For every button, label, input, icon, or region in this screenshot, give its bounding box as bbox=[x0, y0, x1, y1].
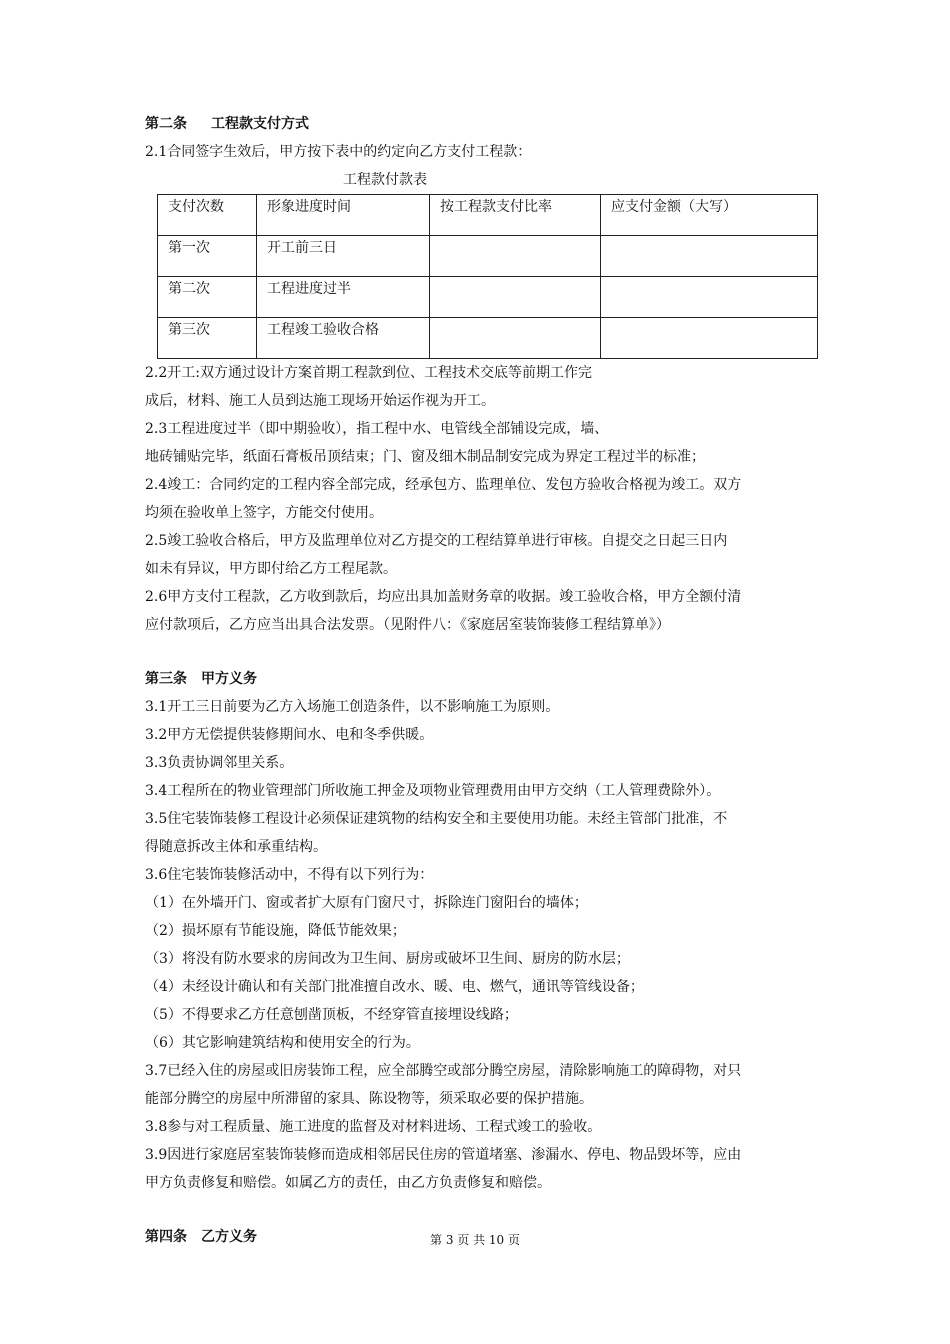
section2-title: 工程款支付方式 bbox=[211, 116, 309, 132]
clause-line: 甲方负责修复和赔偿。如属乙方的责任，由乙方负责修复和赔偿。 bbox=[145, 1175, 551, 1191]
clause-line: 3.5住宅装饰装修工程设计必须保证建筑物的结构安全和主要使用功能。未经主管部门批准，不 bbox=[145, 811, 728, 827]
table-cell: 开工前三日 bbox=[257, 236, 430, 277]
clause-line: 2.5竣工验收合格后，甲方及监理单位对乙方提交的工程结算单进行审核。自提交之日起三日内 bbox=[145, 533, 728, 549]
table-header-cell: 形象进度时间 bbox=[257, 195, 430, 236]
clause-line: 2.2开工:双方通过设计方案首期工程款到位、工程技术交底等前期工作完 bbox=[145, 365, 592, 381]
spacer bbox=[145, 1197, 815, 1223]
clause-line: 应付款项后，乙方应当出具合法发票。（见附件八：《家庭居室装饰装修工程结算单》） bbox=[145, 617, 670, 633]
clause-line: 3.7已经入住的房屋或旧房装饰工程，应全部腾空或部分腾空房屋，清除影响施工的障碍物，对只 bbox=[145, 1063, 742, 1079]
table-cell: 第二次 bbox=[158, 277, 257, 318]
table-row bbox=[158, 277, 818, 318]
clause-line: 3.2甲方无偿提供装修期间水、电和冬季供暖。 bbox=[145, 727, 434, 743]
table-row bbox=[158, 236, 818, 277]
clause-line: （5）不得要求乙方任意刨凿顶板，不经穿管直接埋设线路； bbox=[145, 1007, 518, 1023]
clause-line: 均须在验收单上签字，方能交付使用。 bbox=[145, 505, 383, 521]
clause-line: （3）将没有防水要求的房间改为卫生间、厨房或破坏卫生间、厨房的防水层； bbox=[145, 951, 630, 967]
section3-number: 第三条 bbox=[145, 671, 187, 687]
table-cell bbox=[430, 236, 601, 277]
table-header-cell: 应支付金额（大写） bbox=[601, 195, 818, 236]
clause-line: 得随意拆改主体和承重结构。 bbox=[145, 839, 327, 855]
section2-heading bbox=[145, 110, 815, 138]
clause-line: 3.4工程所在的物业管理部门所收施工押金及项物业管理费用由甲方交纳（工人管理费除外）。 bbox=[145, 783, 721, 799]
table-cell bbox=[430, 277, 601, 318]
clause-line: 3.6住宅装饰装修活动中，不得有以下列行为： bbox=[145, 867, 434, 883]
page-footer: 第 3 页 共 10 页 bbox=[430, 1233, 520, 1247]
clause-line: 成后，材料、施工人员到达施工现场开始运作视为开工。 bbox=[145, 393, 495, 409]
table-cell: 工程竣工验收合格 bbox=[257, 318, 430, 359]
section3-heading bbox=[145, 665, 815, 693]
section2-number: 第二条 bbox=[145, 116, 187, 132]
clause-line: （6）其它影响建筑结构和使用安全的行为。 bbox=[145, 1035, 420, 1051]
table-header-cell: 按工程款支付比率 bbox=[430, 195, 601, 236]
clause-line: 地砖铺贴完毕，纸面石膏板吊顶结束；门、窗及细木制品制安完成为界定工程过半的标准； bbox=[145, 449, 705, 465]
clause-line: 2.6甲方支付工程款，乙方收到款后，均应出具加盖财务章的收据。竣工验收合格，甲方全额付清 bbox=[145, 589, 742, 605]
clause-line: （2）损坏原有节能设施，降低节能效果； bbox=[145, 923, 406, 939]
clause-line: 2.3工程进度过半（即中期验收），指工程中水、电管线全部铺设完成，墙、 bbox=[145, 421, 609, 437]
clause-line: 3.1开工三日前要为乙方入场施工创造条件，以不影响施工为原则。 bbox=[145, 699, 560, 715]
table-caption: 工程款付款表 bbox=[343, 172, 427, 188]
document-page bbox=[145, 110, 815, 1251]
table-cell bbox=[601, 277, 818, 318]
spacer bbox=[145, 639, 815, 665]
table-cell: 工程进度过半 bbox=[257, 277, 430, 318]
clause-line: 如未有异议，甲方即付给乙方工程尾款。 bbox=[145, 561, 397, 577]
table-header-row bbox=[158, 195, 818, 236]
clause-line: （4）未经设计确认和有关部门批准擅自改水、暖、电、燃气，通讯等管线设备； bbox=[145, 979, 644, 995]
table-cell bbox=[601, 236, 818, 277]
table-cell: 第三次 bbox=[158, 318, 257, 359]
clause-line: 能部分腾空的房屋中所滞留的家具、陈设物等，须采取必要的保护措施。 bbox=[145, 1091, 593, 1107]
clause-line: 3.9因进行家庭居室装饰装修而造成相邻居民住房的管道堵塞、渗漏水、停电、物品毁坏等，应由 bbox=[145, 1147, 742, 1163]
clause-line: 3.8参与对工程质量、施工进度的监督及对材料进场、工程式竣工的验收。 bbox=[145, 1119, 602, 1135]
clause-line: 2.4竣工：合同约定的工程内容全部完成，经承包方、监理单位、发包方验收合格视为竣工。双方 bbox=[145, 477, 742, 493]
section3-title: 甲方义务 bbox=[201, 671, 257, 687]
table-cell bbox=[430, 318, 601, 359]
table-row bbox=[158, 318, 818, 359]
clause-line: 3.3负责协调邻里关系。 bbox=[145, 755, 294, 771]
table-cell: 第一次 bbox=[158, 236, 257, 277]
section4-number: 第四条 bbox=[145, 1229, 187, 1245]
clause-2-1: 2.1合同签字生效后，甲方按下表中的约定向乙方支付工程款： bbox=[145, 144, 532, 160]
section4-title: 乙方义务 bbox=[201, 1229, 257, 1245]
payment-table bbox=[157, 194, 818, 359]
clause-line: （1）在外墙开门、窗或者扩大原有门窗尺寸，拆除连门窗阳台的墙体； bbox=[145, 895, 588, 911]
table-header-cell: 支付次数 bbox=[158, 195, 257, 236]
table-cell bbox=[601, 318, 818, 359]
